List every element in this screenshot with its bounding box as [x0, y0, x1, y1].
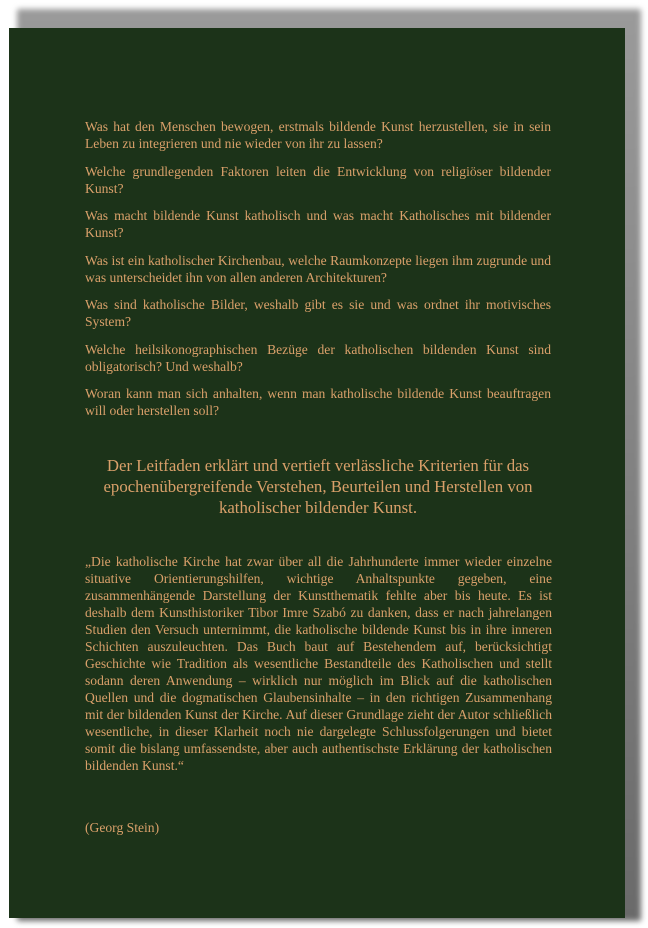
- question-item: Was ist ein katholischer Kirchenbau, welche Raumkonzepte liegen ihm zugrunde und was unterscheidet ihn von allen anderen Architekturen?: [85, 252, 551, 285]
- quote-author: (Georg Stein): [85, 820, 160, 835]
- question-item: Was hat den Menschen bewogen, erstmals bildende Kunst herzustellen, sie in sein Leben zu integrieren und nie wieder von ihr zu lassen?: [85, 119, 551, 151]
- review-quote: „Die katholische Kirche hat zwar über all die Jahrhunderte immer wieder einzelne situative Orientierungshilfen, wichtige Anhaltspunkte gegeben, eine zusammenhängende Darstellung der Kunstthematik fehlte aber bis heute. Es ist deshalb dem Kunsthistoriker Tibor Imre Szabó zu danken, dass er nach jahrelangen Studien den Versuch unternimmt, die katholische bildende Kunst bis in ihre inneren Schichten auszuleuchten. Das Buch baut auf Bestehendem auf, berücksichtigt Geschichte wie Tradition als wesentliche Bestandteile des Katholischen und stellt sodann deren Anwendung – wirklich nur möglich im Blick auf die katholischen Quellen und die dogmatischen Glaubensinhalte – in den richtigen Zusammenhang mit der bildenden Kunst der Kirche. Auf dieser Grundlage zieht der Autor schließlich wesentliche, in dieser Klarheit noch nie dargelegte Schlussfolgerungen und bietet somit die bislang umfassendste, aber auch authentischste Erklärung der katholischen bildenden Kunst.“: [85, 554, 552, 773]
- book-back-cover: [9, 28, 625, 918]
- question-item: Welche grundlegenden Faktoren leiten die Entwicklung von religiöser bildender Kunst?: [85, 163, 551, 196]
- question-item: Welche heilsikonographischen Bezüge der katholischen bildenden Kunst sind obligatorisch? Und weshalb?: [85, 341, 551, 374]
- question-item: Was macht bildende Kunst katholisch und was macht Katholisches mit bildender Kunst?: [85, 208, 551, 240]
- question-item: Was sind katholische Bilder, weshalb gibt es sie und was ordnet ihr motivisches System?: [85, 297, 551, 329]
- question-list: [85, 118, 551, 430]
- question-item: Woran kann man sich anhalten, wenn man katholische bildende Kunst beauftragen will oder herstellen soll?: [85, 386, 551, 418]
- lead-statement: Der Leitfaden erklärt und vertieft verlässliche Kriterien für das epochenübergreifende Verstehen, Beurteilen und Herstellen von katholischer bildender Kunst.: [103, 456, 533, 517]
